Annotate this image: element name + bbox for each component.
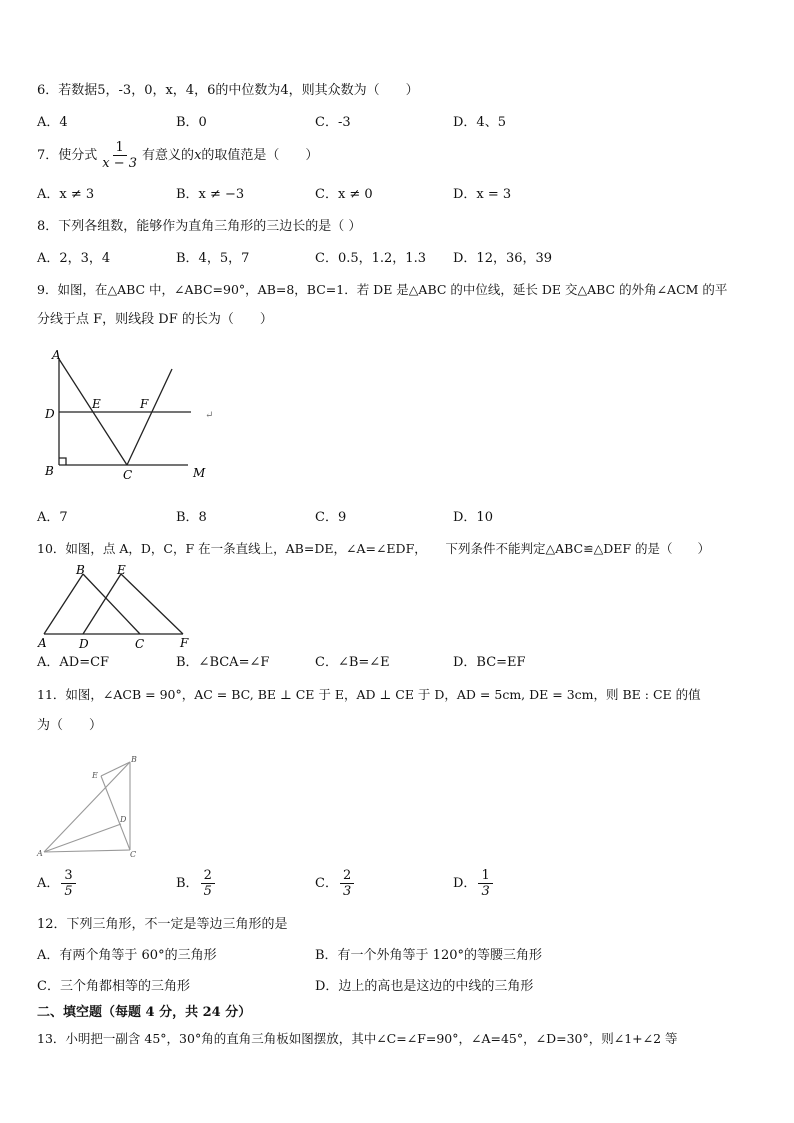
q7-frac-num: 1 [113,140,127,156]
q10-segment-ef [121,574,183,634]
q10-option-b: B．∠BCA=∠F [176,655,270,670]
q11-option-d-den: 3 [481,884,490,899]
q11-label-d: D [120,815,127,824]
q12-option-a: A．有两个角等于 60°的三角形 [37,948,217,963]
q11-label-e: E [92,771,98,780]
q8-option-d: D．12，36，39 [453,251,553,266]
q7-option-d: D．x = 3 [453,187,512,202]
q9-figure [38,345,228,485]
question-12-stem: 12．下列三角形，不一定是等边三角形的是 [37,917,288,932]
question-13-stem: 13．小明把一副含 45°，30°角的直角三角板如图摆放，其中∠C=∠F=90°，∠A=45°，∠D=30°，则∠1+∠2 等 [37,1031,678,1046]
q11-option-a-den: 5 [64,884,73,899]
q10-label-c: C [135,637,145,651]
q6-option-a: A．4 [37,115,68,130]
q11-figure [36,752,146,860]
q11-option-b-label: B． [176,875,199,891]
q9-option-d: D．10 [453,510,493,525]
q10-segment-ab [44,574,83,634]
q11-segment-ac [44,850,130,852]
q11-option-c-den: 3 [342,884,352,899]
q8-option-b: B．4，5，7 [176,251,250,266]
q11-option-d-num: 1 [478,868,492,884]
q10-segment-bc [83,574,140,634]
q11-option-b-den: 5 [203,884,212,899]
q11-option-d-label: D． [453,875,477,891]
q11-segment-ad [44,824,121,852]
q7-option-b: B．x ≠ −3 [176,187,245,202]
q9-option-b: B．8 [176,510,207,525]
q11-option-a-label: A． [37,875,60,891]
q9-bisector-cf [127,369,172,465]
question-6-stem: 6．若数据5，-3，0，x，4，6的中位数为4，则其众数为（ ） [37,83,419,98]
question-9-stem-line2: 分线于点 F，则线段 DF 的长为（ ） [37,312,273,327]
q9-label-d: D [45,407,55,421]
q7-mid: 有意义的 [142,147,195,163]
q11-option-d [453,868,495,899]
q11-segment-ec [101,776,130,850]
q7-option-a: A．x ≠ 3 [37,187,95,202]
q10-segment-de [83,574,121,634]
q11-option-c [315,868,356,899]
q11-label-a: A [37,849,43,858]
q9-label-f: F [140,397,149,411]
q8-option-a: A．2，3，4 [37,251,111,266]
q11-option-c-num: 2 [340,868,354,884]
q10-option-a: A．AD=CF [37,655,110,670]
q10-label-a: A [38,636,47,650]
q11-segment-eb [101,762,130,776]
q8-option-c: C．0.5，1.2，1.3 [315,251,426,266]
q10-option-c: C．∠B=∠E [315,655,390,670]
q9-return-mark: ↵ [205,410,214,421]
q10-label-d: D [79,637,89,651]
q11-option-c-label: C． [315,875,338,891]
q11-option-a-num: 3 [61,868,75,884]
q10-label-b: B [76,563,85,577]
q9-right-angle-mark [59,458,66,465]
q9-label-b: B [45,464,54,478]
q11-option-b [176,868,217,899]
question-11-stem-line1: 11．如图，∠ACB = 90°，AC = BC, BE ⊥ CE 于 E，AD ⊥ CE 于 D，AD = 5cm, DE = 3cm，则 BE : CE 的值 [37,687,701,702]
question-8-stem: 8．下列各组数，能够作为直角三角形的三边长的是（ ） [37,219,362,234]
q12-option-c: C．三个角都相等的三角形 [37,979,190,994]
q7-var: x [194,147,202,163]
q10-label-f: F [180,636,189,650]
q6-option-c: C．-3 [315,115,351,130]
q11-segment-ab [44,762,130,852]
q9-label-c: C [123,468,133,482]
q7-option-c: C．x ≠ 0 [315,187,373,202]
q10-label-e: E [117,563,126,577]
q6-option-d: D．4、5 [453,115,506,130]
q6-option-b: B．0 [176,115,207,130]
question-7-stem [37,140,318,171]
q11-label-c: C [130,850,137,859]
question-11-stem-line2: 为（ ） [37,718,103,733]
section-2-title: 二、填空题（每题 4 分，共 24 分） [37,1005,252,1020]
q12-option-b: B．有一个外角等于 120°的等腰三角形 [315,948,542,963]
q7-suffix: 的取值范是（ ） [201,147,319,163]
q9-option-a: A．7 [37,510,68,525]
q11-label-b: B [131,755,137,764]
q11-option-b-num: 2 [201,868,215,884]
question-9-stem-line1: 9．如图，在△ABC 中，∠ABC=90°，AB=8，BC=1．若 DE 是△ABC 的中位线，延长 DE 交△ABC 的外角∠ACM 的平 [37,282,728,297]
question-10-stem: 10．如图，点 A，D，C，F 在一条直线上，AB=DE，∠A=∠EDF， 下列条件不能判定△ABC≌△DEF 的是（ ） [37,541,710,556]
q7-fraction [99,140,140,171]
q10-figure [36,560,196,652]
q9-label-e: E [92,397,101,411]
q9-label-a: A [52,348,61,362]
q11-option-a [37,868,78,899]
q12-option-d: D．边上的高也是这边的中线的三角形 [315,979,534,994]
q9-option-c: C．9 [315,510,347,525]
q9-label-m: M [193,466,206,480]
q7-frac-den: x − 3 [102,156,138,171]
q7-prefix: 7．使分式 [37,147,98,163]
q10-option-d: D．BC=EF [453,655,526,670]
